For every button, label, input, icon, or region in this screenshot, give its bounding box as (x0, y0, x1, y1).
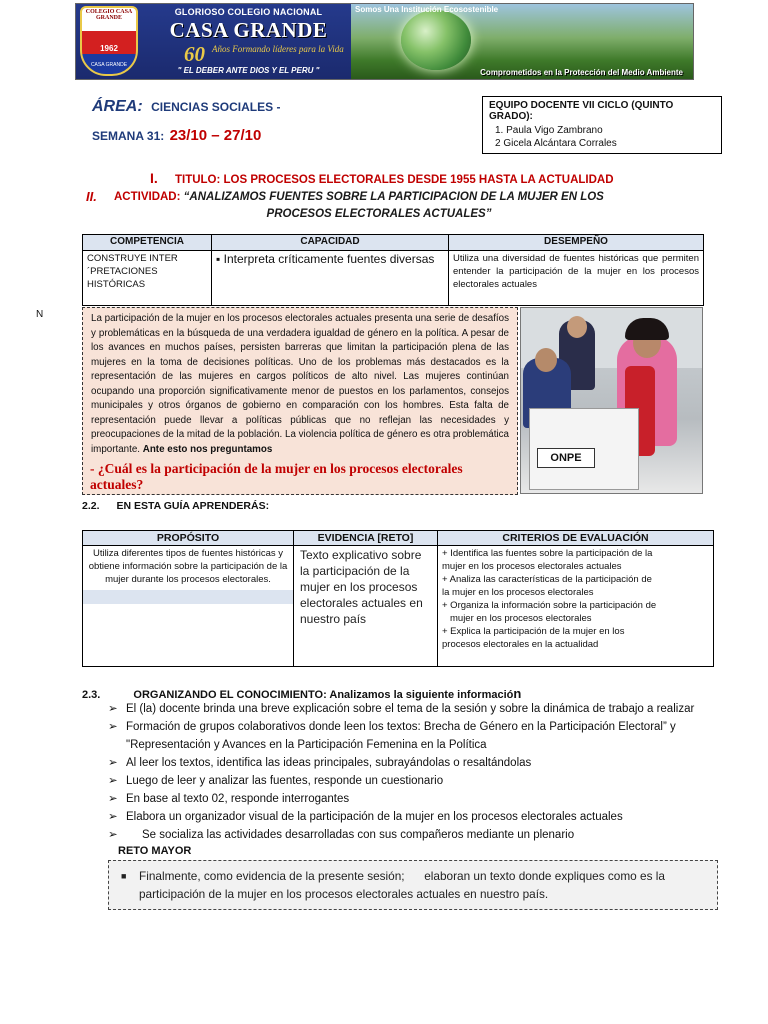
step-text: En base al texto 02, responde interrogantes (126, 793, 350, 805)
voting-photo (520, 307, 703, 494)
teacher-2: 2 Gicela Alcántara Corrales (495, 138, 617, 149)
reto-text: Finalmente, como evidencia de la presente sesión; elaboran un texto donde expliques como es la participación de la mujer en los procesos electorales actuales en nuestro país. (139, 869, 669, 901)
criterio-line: mujer en los procesos electorales actuales (442, 561, 622, 572)
step-item (108, 790, 708, 808)
question-text: ¿Cuál es la participación de la mujer en los procesos electorales actuales? (90, 461, 463, 492)
actividad-number: II. (86, 189, 97, 204)
desempeno-cell: Utiliza una diversidad de fuentes históricas que permiten entender la participación de la mujer en los procesos electorales actuales (449, 251, 704, 306)
step-text: Se socializa las actividades desarrolladas con sus compañeros mediante un plenario (126, 829, 575, 841)
intro-bold-tail: Ante esto nos preguntamos (142, 443, 273, 455)
step-item (108, 808, 708, 826)
step-item (108, 754, 708, 772)
semana-dates: 23/10 – 27/10 (169, 127, 262, 144)
reto-mayor-box (108, 860, 718, 910)
section-2-3-title: ORGANIZANDO EL CONOCIMIENTO: Analizamos la siguiente informació (133, 689, 514, 701)
banner-somos: Somos Una Institución Ecosostenible (355, 5, 499, 14)
semana-label: SEMANA 31: (92, 129, 165, 143)
col-proposito-header: PROPÓSITO (83, 531, 294, 546)
banner-motto: " EL DEBER ANTE DIOS Y EL PERU " (177, 66, 320, 75)
competencia-table (82, 234, 704, 306)
step-text: El (la) docente brinda una breve explicación sobre el tema de la sesión y sobre la dinámica de trabajo a realizar (126, 703, 695, 715)
side-mark: N (36, 309, 44, 320)
proposito-cell (83, 546, 294, 667)
arrow-bullet-icon: ➢ (108, 775, 118, 787)
square-bullet-icon: ■ (121, 871, 127, 881)
area-value: CIENCIAS SOCIALES - (151, 100, 281, 114)
section-2-3-title-last: n (513, 686, 522, 701)
actividad-label: ACTIVIDAD: (114, 191, 181, 203)
actividad-block (114, 189, 674, 223)
banner-glorioso: GLORIOSO COLEGIO NACIONAL (174, 7, 323, 17)
question-dash: - (90, 461, 95, 476)
section-2-3-number: 2.3. (82, 689, 101, 701)
crest-city: CASA GRANDE (90, 62, 128, 68)
section-2-2-heading (82, 500, 269, 512)
actividad-line-2: PROCESOS ELECTORALES ACTUALES” (266, 208, 492, 220)
step-item-continued (108, 736, 708, 754)
col-criterios-header: CRITERIOS DE EVALUACIÓN (438, 531, 714, 546)
semana-line (92, 127, 261, 144)
proposito-stripe (83, 590, 293, 604)
criterio-line: la mujer en los procesos electorales (442, 587, 594, 598)
section-2-3-heading (82, 686, 521, 701)
banner-left (76, 4, 351, 79)
banner-school-name: CASA GRANDE (169, 18, 328, 42)
criterio-line: procesos electorales en la actualidad (442, 639, 599, 650)
section-2-2-number: 2.2. (82, 500, 100, 512)
proposito-text: Utiliza diferentes tipos de fuentes históricas y obtiene información sobre la participación de la mujer durante los procesos electorales. (88, 548, 288, 585)
equipo-docente-box (482, 96, 722, 154)
equipo-title: EQUIPO DOCENTE VII CICLO (QUINTO GRADO): (489, 100, 674, 122)
titulo-number: I. (150, 170, 158, 186)
steps-list (108, 700, 708, 844)
key-question (90, 461, 510, 493)
arrow-bullet-icon: ➢ (108, 829, 118, 841)
titulo-line (150, 170, 614, 186)
banner-comprometidos: Comprometidos en la Protección del Medio Ambiente (480, 68, 683, 77)
capacidad-cell (212, 251, 449, 306)
arrow-bullet-icon: ➢ (108, 793, 118, 805)
col-evidencia-header: EVIDENCIA [RETO] (294, 531, 438, 546)
intro-paragraph: La participación de la mujer en los procesos electorales actuales presenta una serie de desafíos y problemáticas en la búsqueda de una verdadera igualdad de género en la política. A pesar de los avances en muchos países, persisten barreras que limitan la participación plena de las mujeres en la toma de decisiones políticas. Uno de los problemas más destacados es la representación de las mujeres en cargos políticos de alto nivel. Las mujeres continúan ocupando una proporción significativamente menor de puestos en los parlamentos, consejos municipales y otros órganos de gobierno en comparación con los hombres. Esta falta de representación puede llevar a políticas públicas que no reflejan las necesidades y preocupaciones de la mitad de la población. La violencia política de género es otra problemática importante. (91, 313, 509, 455)
school-banner (75, 3, 694, 80)
onpe-label: ONPE (537, 448, 595, 468)
step-text: Luego de leer y analizar las fuentes, responde un cuestionario (126, 775, 444, 787)
bullet-icon: ▪ (216, 252, 221, 266)
evidencia-cell: Texto explicativo sobre la participación de la mujer en los procesos electorales actuales en nuestro país (294, 546, 438, 667)
school-crest-logo (80, 6, 138, 76)
arrow-bullet-icon: ➢ (108, 721, 118, 733)
globe-icon (401, 10, 471, 70)
step-item (108, 718, 708, 736)
step-text: Formación de grupos colaborativos donde leen los textos: Brecha de Género en la Participación Electoral” y (126, 721, 676, 733)
section-2-2-title: EN ESTA GUÍA APRENDERÁS: (116, 500, 270, 512)
step-text: "Representación y Avances en la Participación Femenina en la Política (126, 739, 487, 751)
step-item (108, 826, 708, 844)
criterio-line: mujer en los procesos electorales (450, 613, 592, 624)
criterios-cell (438, 546, 714, 667)
step-text: Elabora un organizador visual de la participación de la mujer en los procesos electorales actuales (126, 811, 623, 823)
banner-anos: Años Formando líderes para la Vida (212, 44, 344, 54)
capacidad-text: Interpreta críticamente fuentes diversas (223, 252, 435, 266)
col-competencia-header: COMPETENCIA (83, 235, 212, 251)
arrow-bullet-icon: ➢ (108, 811, 118, 823)
actividad-line-1: “ANALIZAMOS FUENTES SOBRE LA PARTICIPACION DE LA MUJER EN LOS (183, 191, 604, 203)
criterio-line: + Identifica las fuentes sobre la participación de la (442, 548, 653, 559)
teacher-1: 1. Paula Vigo Zambrano (495, 125, 603, 136)
proposito-table (82, 530, 714, 667)
col-desempeno-header: DESEMPEÑO (449, 235, 704, 251)
criterio-line: + Organiza la información sobre la participación de (442, 600, 657, 611)
area-label: ÁREA: (92, 98, 143, 115)
titulo-text: TITULO: LOS PROCESOS ELECTORALES DESDE 1955 HASTA LA ACTUALIDAD (174, 174, 614, 186)
criterio-line: + Explica la participación de la mujer en los (442, 626, 625, 637)
col-capacidad-header: CAPACIDAD (212, 235, 449, 251)
area-line (92, 98, 280, 116)
step-text: Al leer los textos, identifica las ideas principales, subrayándolas o resaltándolas (126, 757, 532, 769)
step-item (108, 700, 708, 718)
step-item (108, 772, 708, 790)
reto-mayor-label: RETO MAYOR (118, 845, 192, 857)
crest-top-text: COLEGIO CASA GRANDE (85, 9, 133, 21)
criterio-line: + Analiza las características de la participación de (442, 574, 652, 585)
banner-right-image (351, 4, 693, 79)
banner-sixty: 60 (184, 42, 205, 66)
competencia-cell: CONSTRUYE INTER´PRETACIONES HISTÓRICAS (83, 251, 212, 306)
crest-year: 1962 (100, 44, 118, 53)
arrow-bullet-icon: ➢ (108, 703, 118, 715)
arrow-bullet-icon: ➢ (108, 757, 118, 769)
